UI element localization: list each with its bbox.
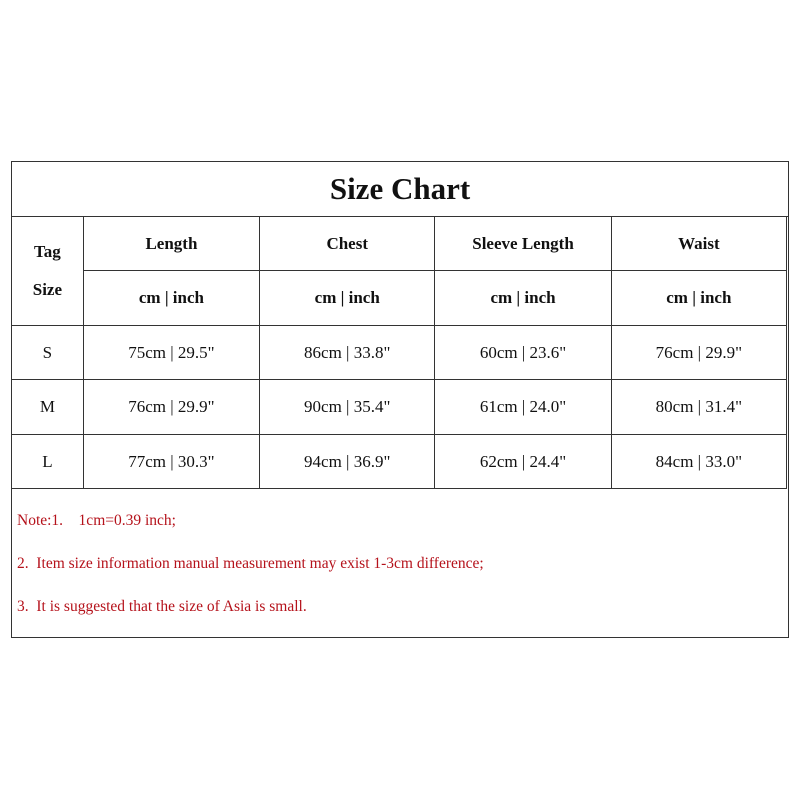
tag-label: Tag: [33, 242, 61, 261]
column-header-chest: Chest: [260, 217, 435, 271]
header-row: [12, 217, 787, 271]
unit-label: cm | inch: [611, 271, 786, 326]
tag-cell: S: [12, 326, 84, 380]
waist-cell: 76cm | 29.9": [611, 326, 786, 380]
length-cell: 76cm | 29.9": [83, 380, 259, 435]
size-table: [11, 216, 787, 489]
note-1: Note:1. 1cm=0.39 inch;: [17, 512, 176, 529]
chest-cell: 90cm | 35.4": [260, 380, 435, 435]
chest-cell: 86cm | 33.8": [260, 326, 435, 380]
sleeve-length-cell: 62cm | 24.4": [435, 435, 611, 489]
column-header-sleeve-length: Sleeve Length: [435, 217, 611, 271]
table-row: [12, 380, 787, 435]
waist-cell: 80cm | 31.4": [611, 380, 786, 435]
sleeve-length-cell: 60cm | 23.6": [435, 326, 611, 380]
table-row: [12, 435, 787, 489]
length-cell: 77cm | 30.3": [83, 435, 259, 489]
unit-row: [12, 271, 787, 326]
chest-cell: 94cm | 36.9": [260, 435, 435, 489]
column-header-length: Length: [83, 217, 259, 271]
table-row: [12, 326, 787, 380]
tag-cell: L: [12, 435, 84, 489]
sleeve-length-cell: 61cm | 24.0": [435, 380, 611, 435]
tag-cell: M: [12, 380, 84, 435]
size-chart: [11, 161, 789, 638]
unit-label: cm | inch: [260, 271, 435, 326]
note-3: 3. It is suggested that the size of Asia is small.: [17, 598, 307, 615]
column-header-waist: Waist: [611, 217, 786, 271]
chart-title: Size Chart: [12, 162, 788, 217]
size-label: Size: [32, 280, 63, 299]
length-cell: 75cm | 29.5": [83, 326, 259, 380]
unit-label: cm | inch: [83, 271, 259, 326]
unit-label: cm | inch: [435, 271, 611, 326]
note-2: 2. Item size information manual measurement may exist 1-3cm difference;: [17, 555, 484, 572]
tag-size-header: [12, 217, 84, 326]
waist-cell: 84cm | 33.0": [611, 435, 786, 489]
